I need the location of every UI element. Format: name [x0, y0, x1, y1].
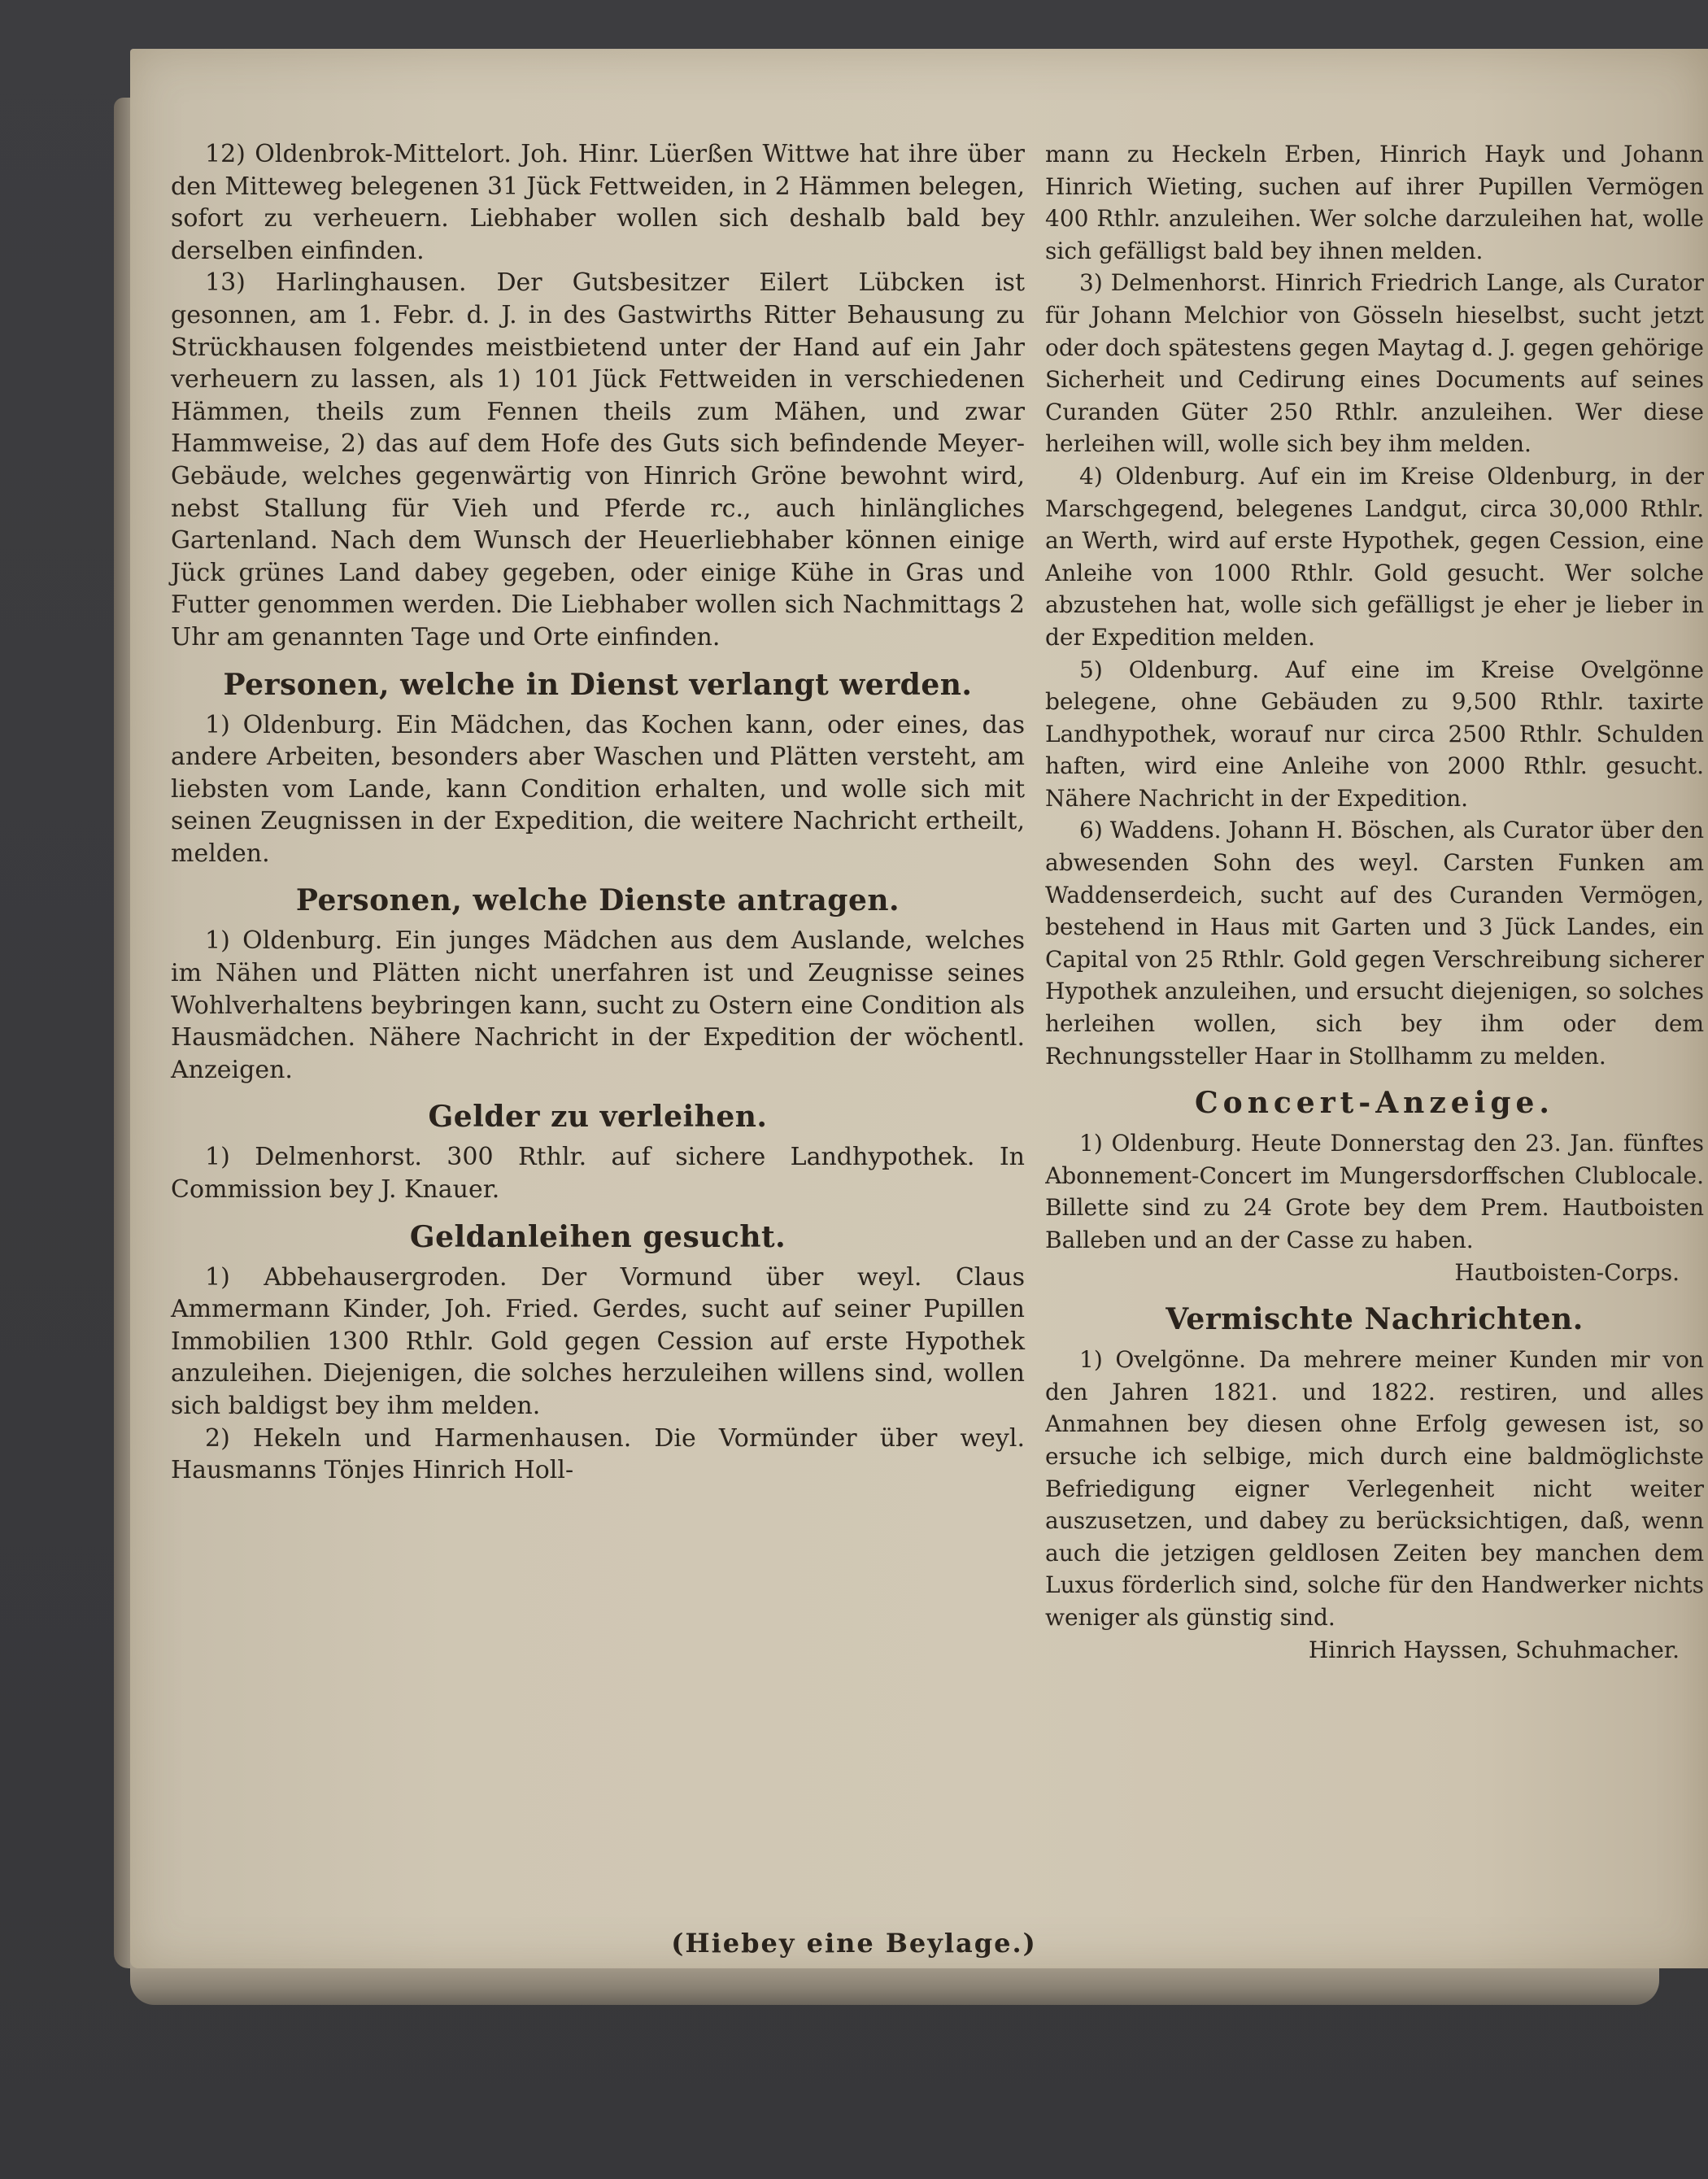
- notice-paragraph: 6) Waddens. Johann H. Böschen, als Curator über den abwesenden Sohn des weyl. Carsten Funken am Waddenserdeich, sucht auf des Curanden Vermögen, bestehend in Haus mit Garten und 3 Jück Landes, ein Capital von 25 Rthlr. Gold gegen Verschreibung sicherer Hypothek anzuleihen, und ersucht diejenigen, so solches herleihen wollen, sich bey ihm oder dem Rechnungssteller Haar in Stollhamm zu melden.: [1045, 817, 1704, 1070]
- notice-paragraph: 1) Oldenburg. Ein Mädchen, das Kochen kann, oder eines, das andere Arbeiten, besonders aber Waschen und Plätten versteht, am liebsten vom Lande, kann Condition erhalten, und wolle sich mit seinen Zeugnissen in der Expedition, die weitere Nachricht ertheilt, melden.: [171, 710, 1025, 868]
- notice-paragraph: 12) Oldenbrok-Mittelort. Joh. Hinr. Lüerßen Wittwe hat ihre über den Mitteweg belegenen 31 Jück Fettweiden, in 2 Hämmen belegen, sofort zu verheuern. Liebhaber wollen sich deshalb bald bey derselben einfinden.: [171, 140, 1025, 265]
- section-heading: Personen, welche Dienste antragen.: [295, 883, 900, 918]
- notice-paragraph: 3) Delmenhorst. Hinrich Friedrich Lange, als Curator für Johann Melchior von Gösseln hieselbst, sucht jetzt oder doch spätestens gegen Maytag d. J. gegen gehörige Sicherheit und Cedirung eines Documents auf seines Curanden Güter 250 Rthlr. anzuleihen. Wer diese herleihen will, wolle sich bey ihm melden.: [1045, 269, 1704, 458]
- notice-paragraph: 1) Ovelgönne. Da mehrere meiner Kunden mir von den Jahren 1821. und 1822. restiren, und alles Anmahnen bey diesen ohne Erfolg gewesen ist, so ersuche ich selbige, mich durch eine baldmöglichste Befriedigung eigner Verlegenheit nicht weiter auszusetzen, und dabey zu berücksichtigen, daß, wenn auch die jetzigen geldlosen Zeiten bey manchen dem Luxus förderlich sind, solche für den Handwerker nichts weniger als günstig sind.: [1045, 1346, 1704, 1631]
- signature-line: Hautboisten-Corps.: [1454, 1258, 1680, 1286]
- section-heading: Gelder zu verleihen.: [428, 1100, 768, 1135]
- section-heading: Vermischte Nachrichten.: [1166, 1302, 1584, 1337]
- notice-paragraph: 1) Oldenburg. Heute Donnerstag den 23. Jan. fünftes Abonnement-Concert im Mungersdorffschen Clublocale. Billette sind zu 24 Grote bey dem Prem. Hautboisten Balleben und an der Casse zu haben.: [1045, 1130, 1704, 1253]
- notice-paragraph: 5) Oldenburg. Auf eine im Kreise Ovelgönne belegene, ohne Gebäuden zu 9,500 Rthlr. taxirte Landhypothek, worauf nur circa 2500 Rthlr. Schulden haften, wird eine Anleihe von 2000 Rthlr. gesucht. Nähere Nachricht in der Expedition.: [1045, 656, 1704, 812]
- footer-note: (Hiebey eine Beylage.): [671, 1928, 1037, 1959]
- notice-paragraph: 13) Harlinghausen. Der Gutsbesitzer Eilert Lübcken ist gesonnen, am 1. Febr. d. J. in des Gastwirths Ritter Behausung zu Strückhausen folgendes meistbietend unter der Hand auf ein Jahr verheuern zu lassen, als 1) 101 Jück Fettweiden in verschiedenen Hämmen, theils zum Fennen theils zum Mähen, und zwar Hammweise, 2) das auf dem Hofe des Guts sich befindende Meyer-Gebäude, welches gegenwärtig von Hinrich Gröne bewohnt wird, nebst Stallung für Vieh und Pferde rc., auch hinlängliches Gartenland. Nach dem Wunsch der Heuerliebhaber können einige Jück grünes Land dabey gegeben, oder einige Kühe in Gras und Futter genommen werden. Die Liebhaber wollen sich Nachmittags 2 Uhr am genannten Tage und Orte einfinden.: [171, 268, 1025, 652]
- left-column: [171, 138, 1025, 1487]
- signature-line: Hinrich Hayssen, Schuhmacher.: [1308, 1636, 1680, 1663]
- notice-paragraph: 1) Delmenhorst. 300 Rthlr. auf sichere Landhypothek. In Commission bey J. Knauer.: [171, 1143, 1025, 1205]
- right-column: [1045, 138, 1704, 1666]
- notice-paragraph: 4) Oldenburg. Auf ein im Kreise Oldenburg, in der Marschgegend, belegenes Landgut, circa 30,000 Rthlr. an Werth, wird auf erste Hypothek, gegen Cession, eine Anleihe von 1000 Rthlr. Gold gesucht. Wer solche abzustehen hat, wolle sich gefälligst je eher je lieber in der Expedition melden.: [1045, 462, 1704, 651]
- section-heading: Geldanleihen gesucht.: [409, 1219, 786, 1254]
- notice-paragraph: 2) Hekeln und Harmenhausen. Die Vormünder über weyl. Hausmanns Tönjes Hinrich Holl-: [171, 1423, 1025, 1485]
- section-heading: Concert-Anzeige.: [1195, 1086, 1554, 1121]
- notice-paragraph: mann zu Heckeln Erben, Hinrich Hayk und Johann Hinrich Wieting, suchen auf ihrer Pupillen Vermögen 400 Rthlr. anzuleihen. Wer solche darzuleihen hat, wolle sich gefälligst bald bey ihnen melden.: [1045, 141, 1704, 264]
- notice-paragraph: 1) Oldenburg. Ein junges Mädchen aus dem Auslande, welches im Nähen und Plätten nicht unerfahren ist und Zeugnisse seines Wohlverhaltens beybringen kann, sucht zu Ostern eine Condition als Hausmädchen. Nähere Nachricht in der Expedition der wöchentl. Anzeigen.: [171, 926, 1025, 1084]
- notice-paragraph: 1) Abbehausergroden. Der Vormund über weyl. Claus Ammermann Kinder, Joh. Fried. Gerdes, sucht auf seiner Pupillen Immobilien 1300 Rthlr. Gold gegen Cession auf erste Hypothek anzuleihen. Diejenigen, die solches herzuleihen willens sind, wollen sich baldigst bey ihm melden.: [171, 1262, 1025, 1420]
- section-heading: Personen, welche in Dienst verlangt werden.: [223, 667, 973, 702]
